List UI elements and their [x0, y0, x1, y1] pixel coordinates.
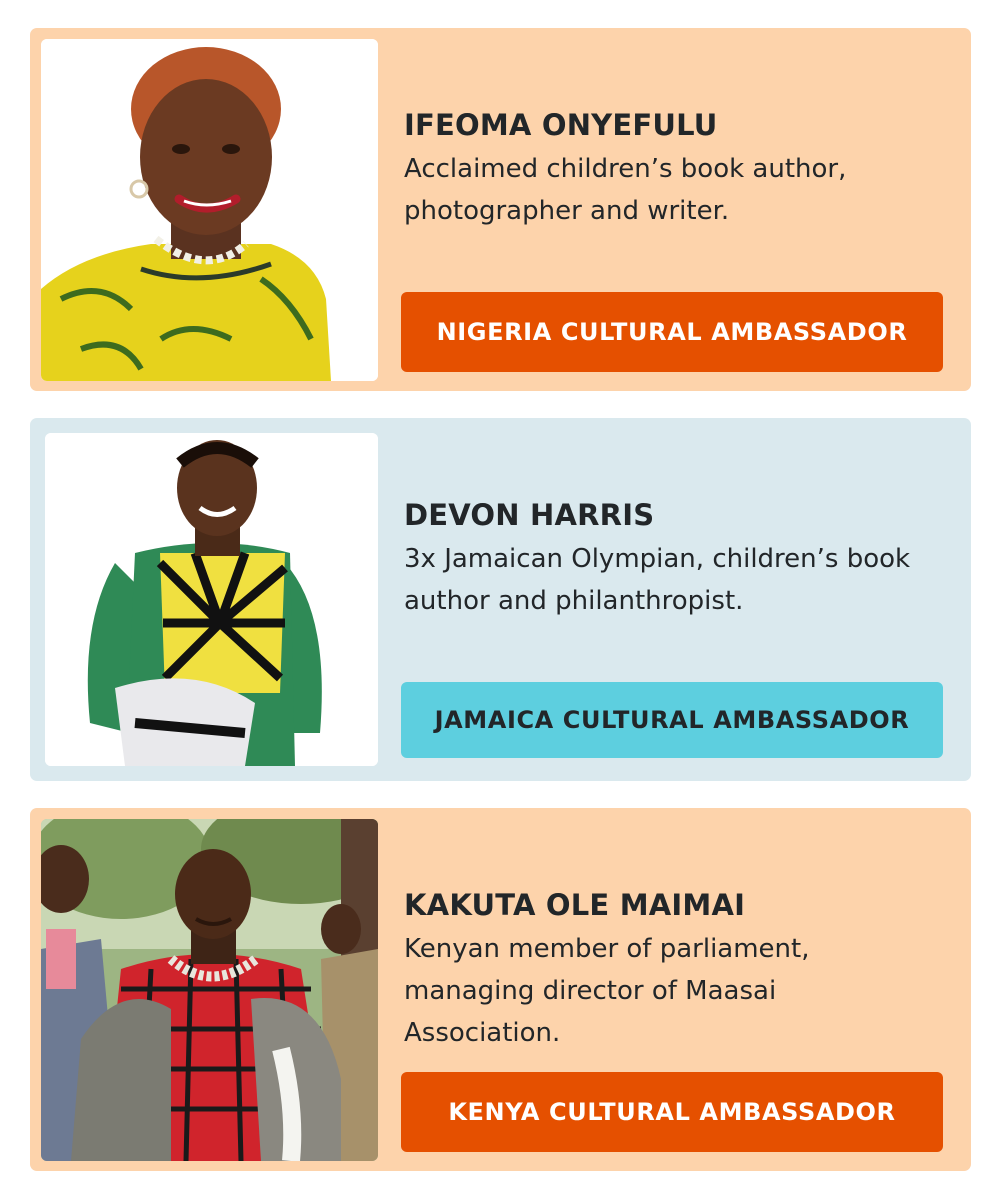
portrait-photo-kakuta-ole-maimai	[41, 819, 378, 1161]
ambassador-description: Acclaimed children’s book author, photographer and writer.	[404, 154, 847, 226]
nigeria-cultural-ambassador-button[interactable]: NIGERIA CULTURAL AMBASSADOR	[401, 292, 943, 372]
kenya-cultural-ambassador-button[interactable]: KENYA CULTURAL AMBASSADOR	[401, 1072, 943, 1152]
ambassador-name: DEVON HARRIS	[404, 498, 655, 532]
ambassador-description: Kenyan member of parliament, managing director of Maasai Association.	[404, 934, 810, 1048]
portrait-photo-devon-harris	[45, 433, 378, 766]
portrait-photo-ifeoma-onyefulu	[41, 39, 378, 381]
jamaica-cultural-ambassador-button[interactable]: JAMAICA CULTURAL AMBASSADOR	[401, 682, 943, 758]
ambassador-card-jamaica	[30, 418, 971, 781]
ambassador-name: KAKUTA OLE MAIMAI	[404, 888, 746, 922]
ambassador-description: 3x Jamaican Olympian, children’s book author and philanthropist.	[404, 544, 911, 616]
ambassador-name: IFEOMA ONYEFULU	[404, 108, 718, 142]
ambassador-card-nigeria	[30, 28, 971, 391]
ambassador-card-kenya	[30, 808, 971, 1171]
